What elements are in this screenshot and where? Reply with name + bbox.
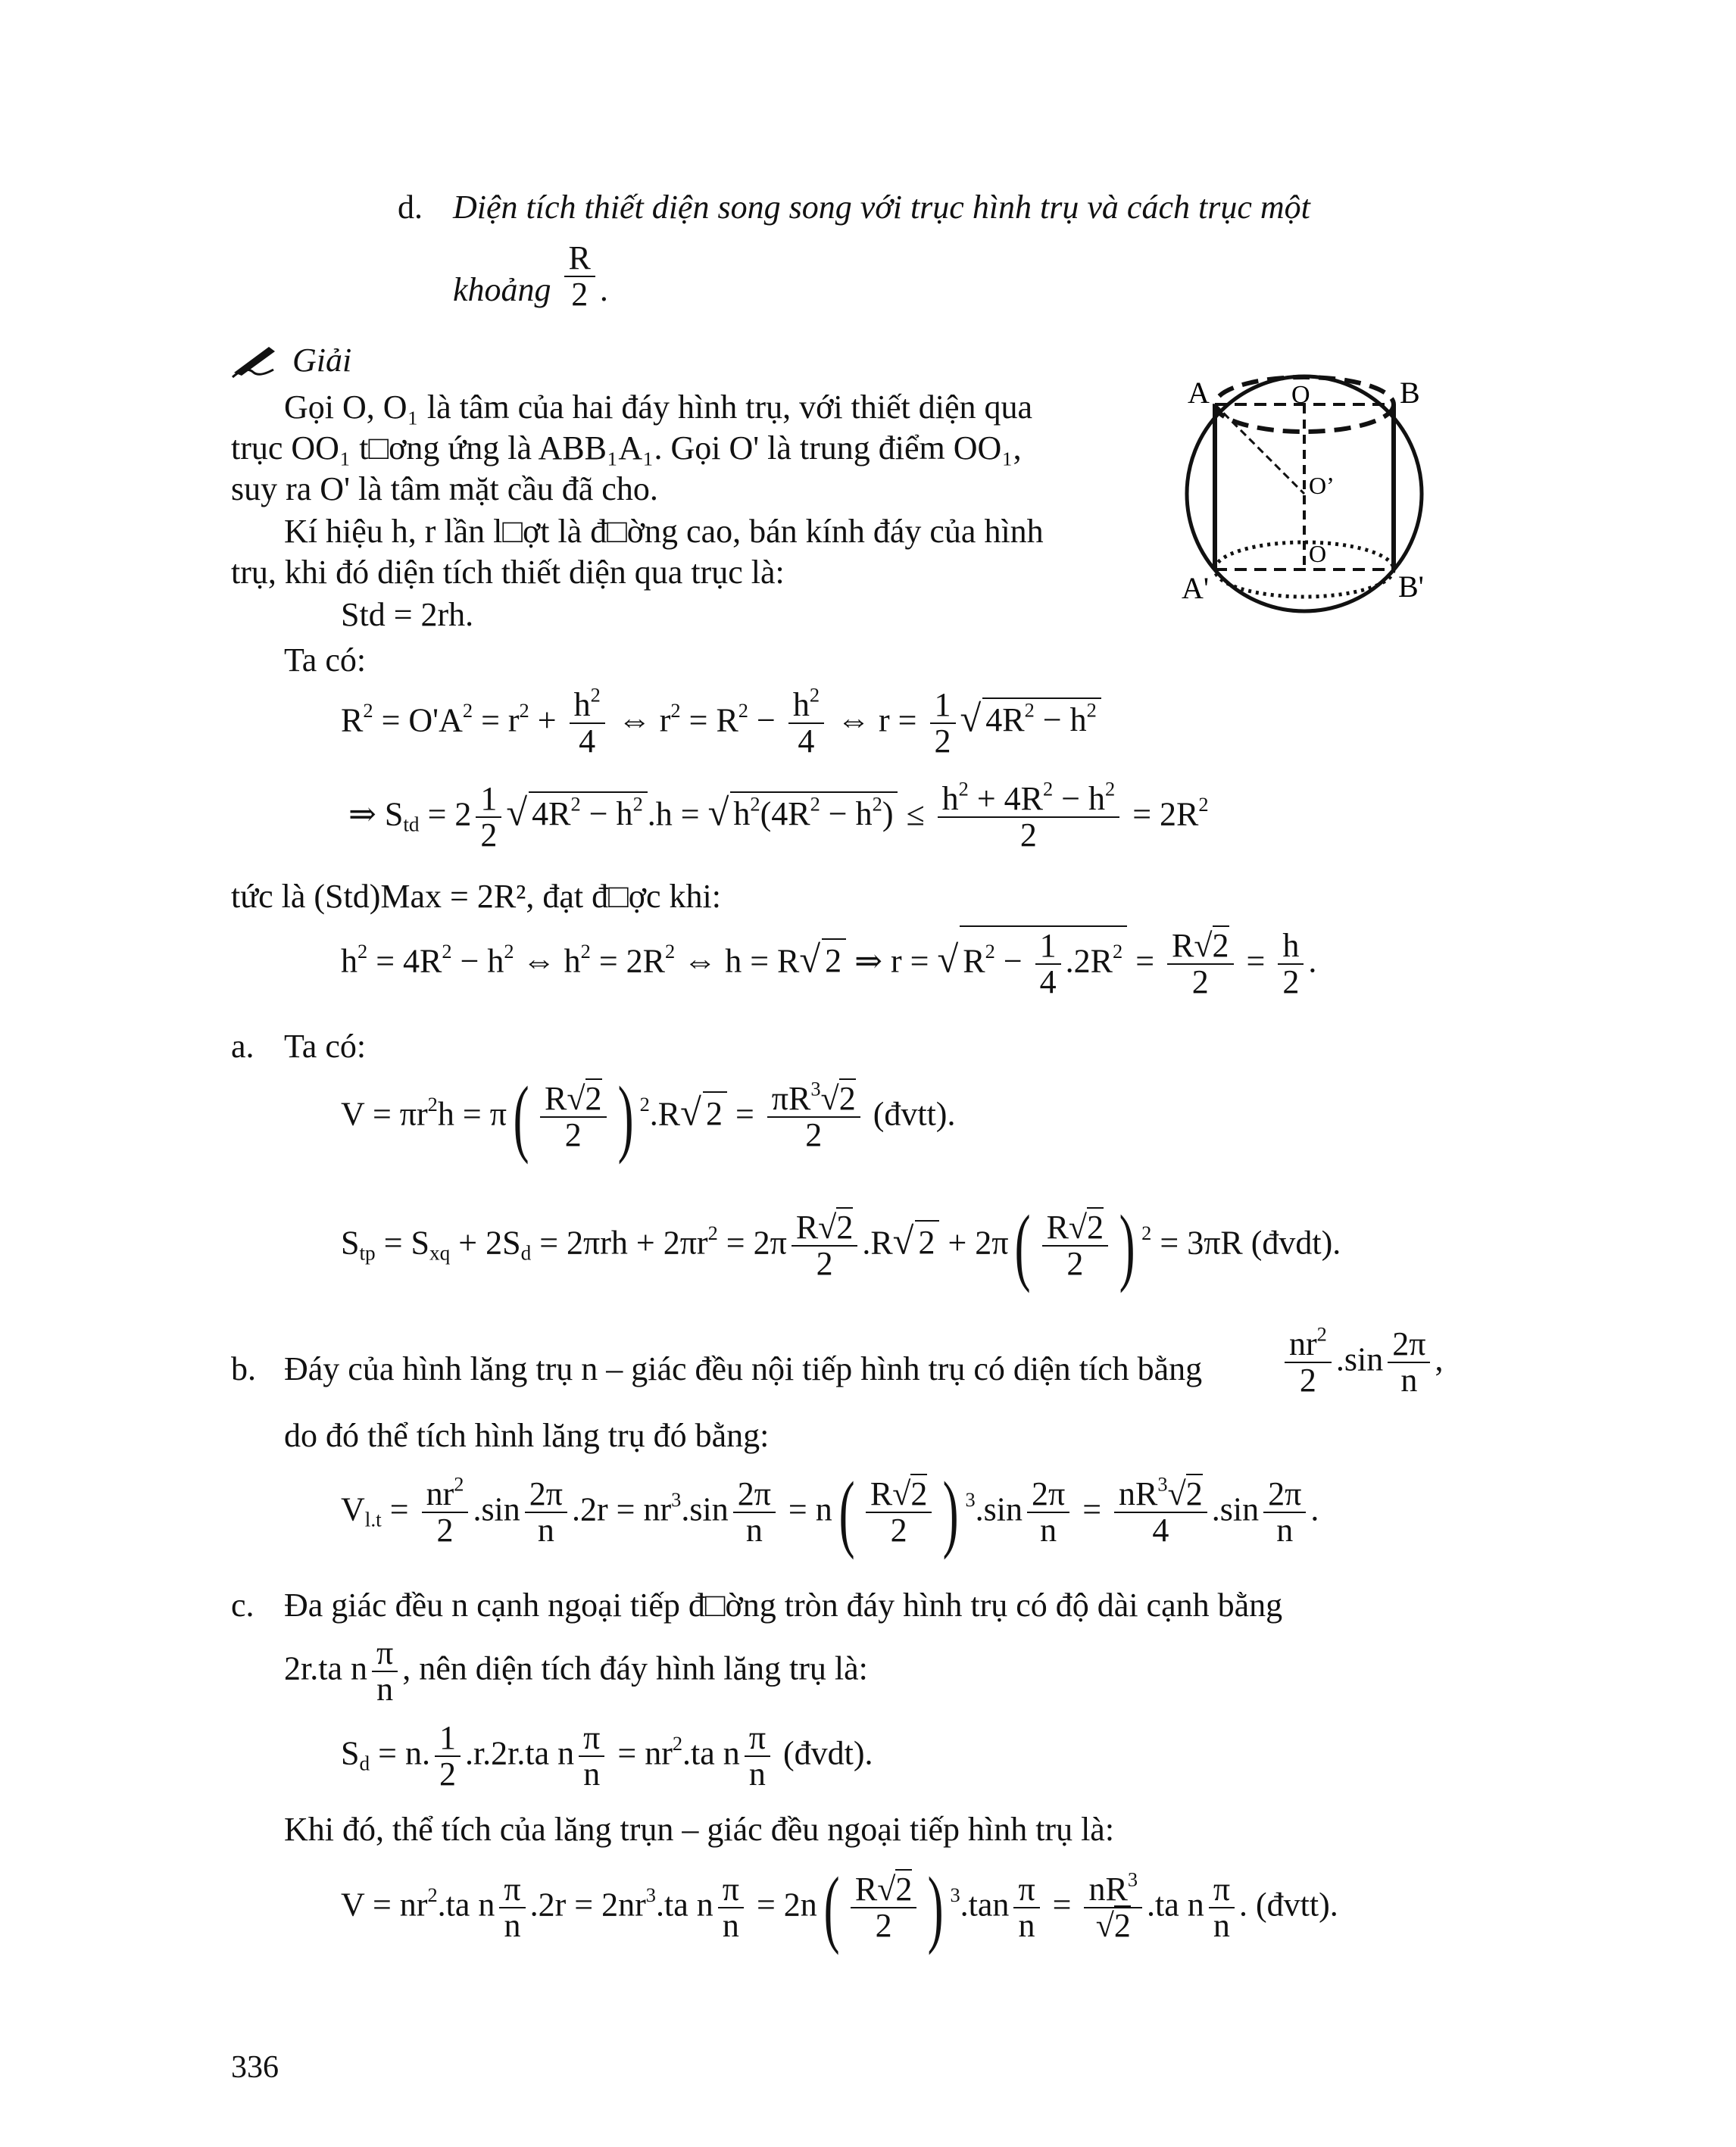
part-c-line1: Đa giác đều n cạnh ngoại tiếp đ□ờng tròn đáy hình trụ có độ dài cạnh bằng — [284, 1587, 1283, 1624]
label-B1: B' — [1398, 570, 1424, 604]
solution-p8: tức là (Std)Max = 2R², đạt đ□ợc khi: — [231, 878, 721, 915]
solution-p5: trụ, khi đó diện tích thiết diện qua trục là: — [231, 554, 785, 591]
label-Oprime: O’ — [1309, 472, 1335, 499]
solution-p1: Gọi O, O₁ là tâm của hai đáy hình trụ, với thiết diện qua — [284, 389, 1033, 426]
solution-title: Giải — [292, 342, 352, 379]
equation-3: $h^2 = 4R^2 - h^2$ ⇔ $h^2 = 2R^2$ ⇔ h = R√ 2 ⇒ r = √ $R^2$ − $\frac{1}{4}$ $.2R^2$ = $\frac{R√2}{2}$ = $\frac{h}{2}$ . — [341, 927, 1317, 1001]
part-c-label: c. — [231, 1587, 254, 1624]
label-B: B — [1400, 376, 1420, 410]
equation-prism-volume: $V_{l.t}$ = $\frac{nr^2}{2}$ .sin $\frac{2\pi}{n}$ $.2r = nr^3.\sin$ $\frac{2\pi}{n}$ = n( $\frac{R√2}{2}$ ) $^3$.sin $\frac{2\pi}{n}$ = $\frac{nR^3√2}{4}$ .sin $\frac{2\pi}{n}$ . — [341, 1464, 1319, 1560]
equation-base-area: $S_d = n$. $\frac{1}{2}$ .r.2r.ta n $\frac{\pi}{n}$ = $nr^2.ta$ n $\frac{\pi}{n}$ (đvdt). — [341, 1719, 873, 1793]
equation-2: ⇒ $S_{td} = 2$ $\frac{1}{2}$ √ $4R^2 - h^2$ .h = √ $h^2(4R^2 - h^2)$ ≤ $\frac{h^2 + 4R^2 - h^2}{2}$ = $2R^2$ — [348, 777, 1209, 854]
part-d-label: d. — [398, 189, 423, 226]
equation-surface: $S_{tp} = S_{xq} + 2S_d = 2\pi rh + 2\pi r^2 = 2\pi$ $\frac{R√2}{2}$ .R√ 2 + 2π( $\frac{R√2}{2}$ ) $^2$ = 3πR (đvdt). — [341, 1197, 1341, 1294]
part-b-line2: do đó thể tích hình lăng trụ đó bằng: — [284, 1417, 770, 1454]
solution-header — [231, 342, 351, 387]
part-d-line2: khoảng $\frac{R}{2}$ . — [453, 239, 608, 314]
label-O1: O — [1309, 540, 1327, 567]
solution-p7: Ta có: — [284, 641, 367, 679]
part-c-line2: 2r.ta n $\frac{\pi}{n}$ , nên diện tích đáy hình lăng trụ là: — [284, 1634, 868, 1709]
solution-p3: suy ra O' là tâm mặt cầu đã cho. — [231, 470, 658, 507]
part-d-line1: Diện tích thiết diện song song với trục hình trụ và cách trục một — [453, 189, 1310, 226]
solution-p4: Kí hiệu h, r lần l□ợt là đ□ờng cao, bán kính đáy của hình — [284, 513, 1044, 550]
equation-1: $R^2 = O'A^2 = r^2$ + $\frac{h^2}{4}$ ⇔ $r^2 = R^2$ − $\frac{h^2}{4}$ ⇔ r = $\frac{1}{2}$ √ $4R^2 - h^2$ — [341, 688, 1101, 759]
equation-circumscribed-volume: $V = nr^2.ta$ n $\frac{\pi}{n}$ $.2r = 2nr^3.ta$ n $\frac{\pi}{n}$ = 2n( $\frac{R√2}{2}$ ) $^3$.tan $\frac{\pi}{n}$ = $\frac{nR^3}{√2}$ .ta n $\frac{\pi}{n}$ . (đvtt). — [341, 1859, 1338, 1955]
solution-p6: Std = 2rh. — [341, 596, 474, 633]
solution-p2: trục OO₁ t□ơng ứng là ABB₁A₁. Gọi O' là trung điểm OO₁, — [231, 429, 1022, 467]
page-number: 336 — [231, 2050, 279, 2085]
part-b-area-formula: $\frac{nr^2}{2}$ .sin $\frac{2\pi}{n}$ , — [1280, 1327, 1443, 1398]
part-b-label: b. — [231, 1350, 256, 1387]
part-b-line1: Đáy của hình lăng trụ n – giác đều nội tiếp hình trụ có diện tích bằng — [284, 1350, 1203, 1387]
equation-volume: $V = \pi r^2h = \pi$( $\frac{R√2}{2}$ ) $^2$.R√ 2 = $\frac{\pi R^3√2}{2}$ (đvtt). — [341, 1069, 956, 1165]
pen-writing-icon — [231, 342, 278, 379]
label-O: O — [1291, 381, 1310, 409]
label-A: A — [1188, 376, 1210, 410]
label-A1: A' — [1182, 571, 1210, 605]
part-a-label: a. — [231, 1028, 254, 1065]
part-c-line3: Khi đó, thể tích của lăng trụn – giác đều ngoại tiếp hình trụ là: — [284, 1811, 1115, 1848]
cylinder-sphere-figure — [1174, 371, 1447, 621]
part-a-text: Ta có: — [284, 1028, 367, 1065]
